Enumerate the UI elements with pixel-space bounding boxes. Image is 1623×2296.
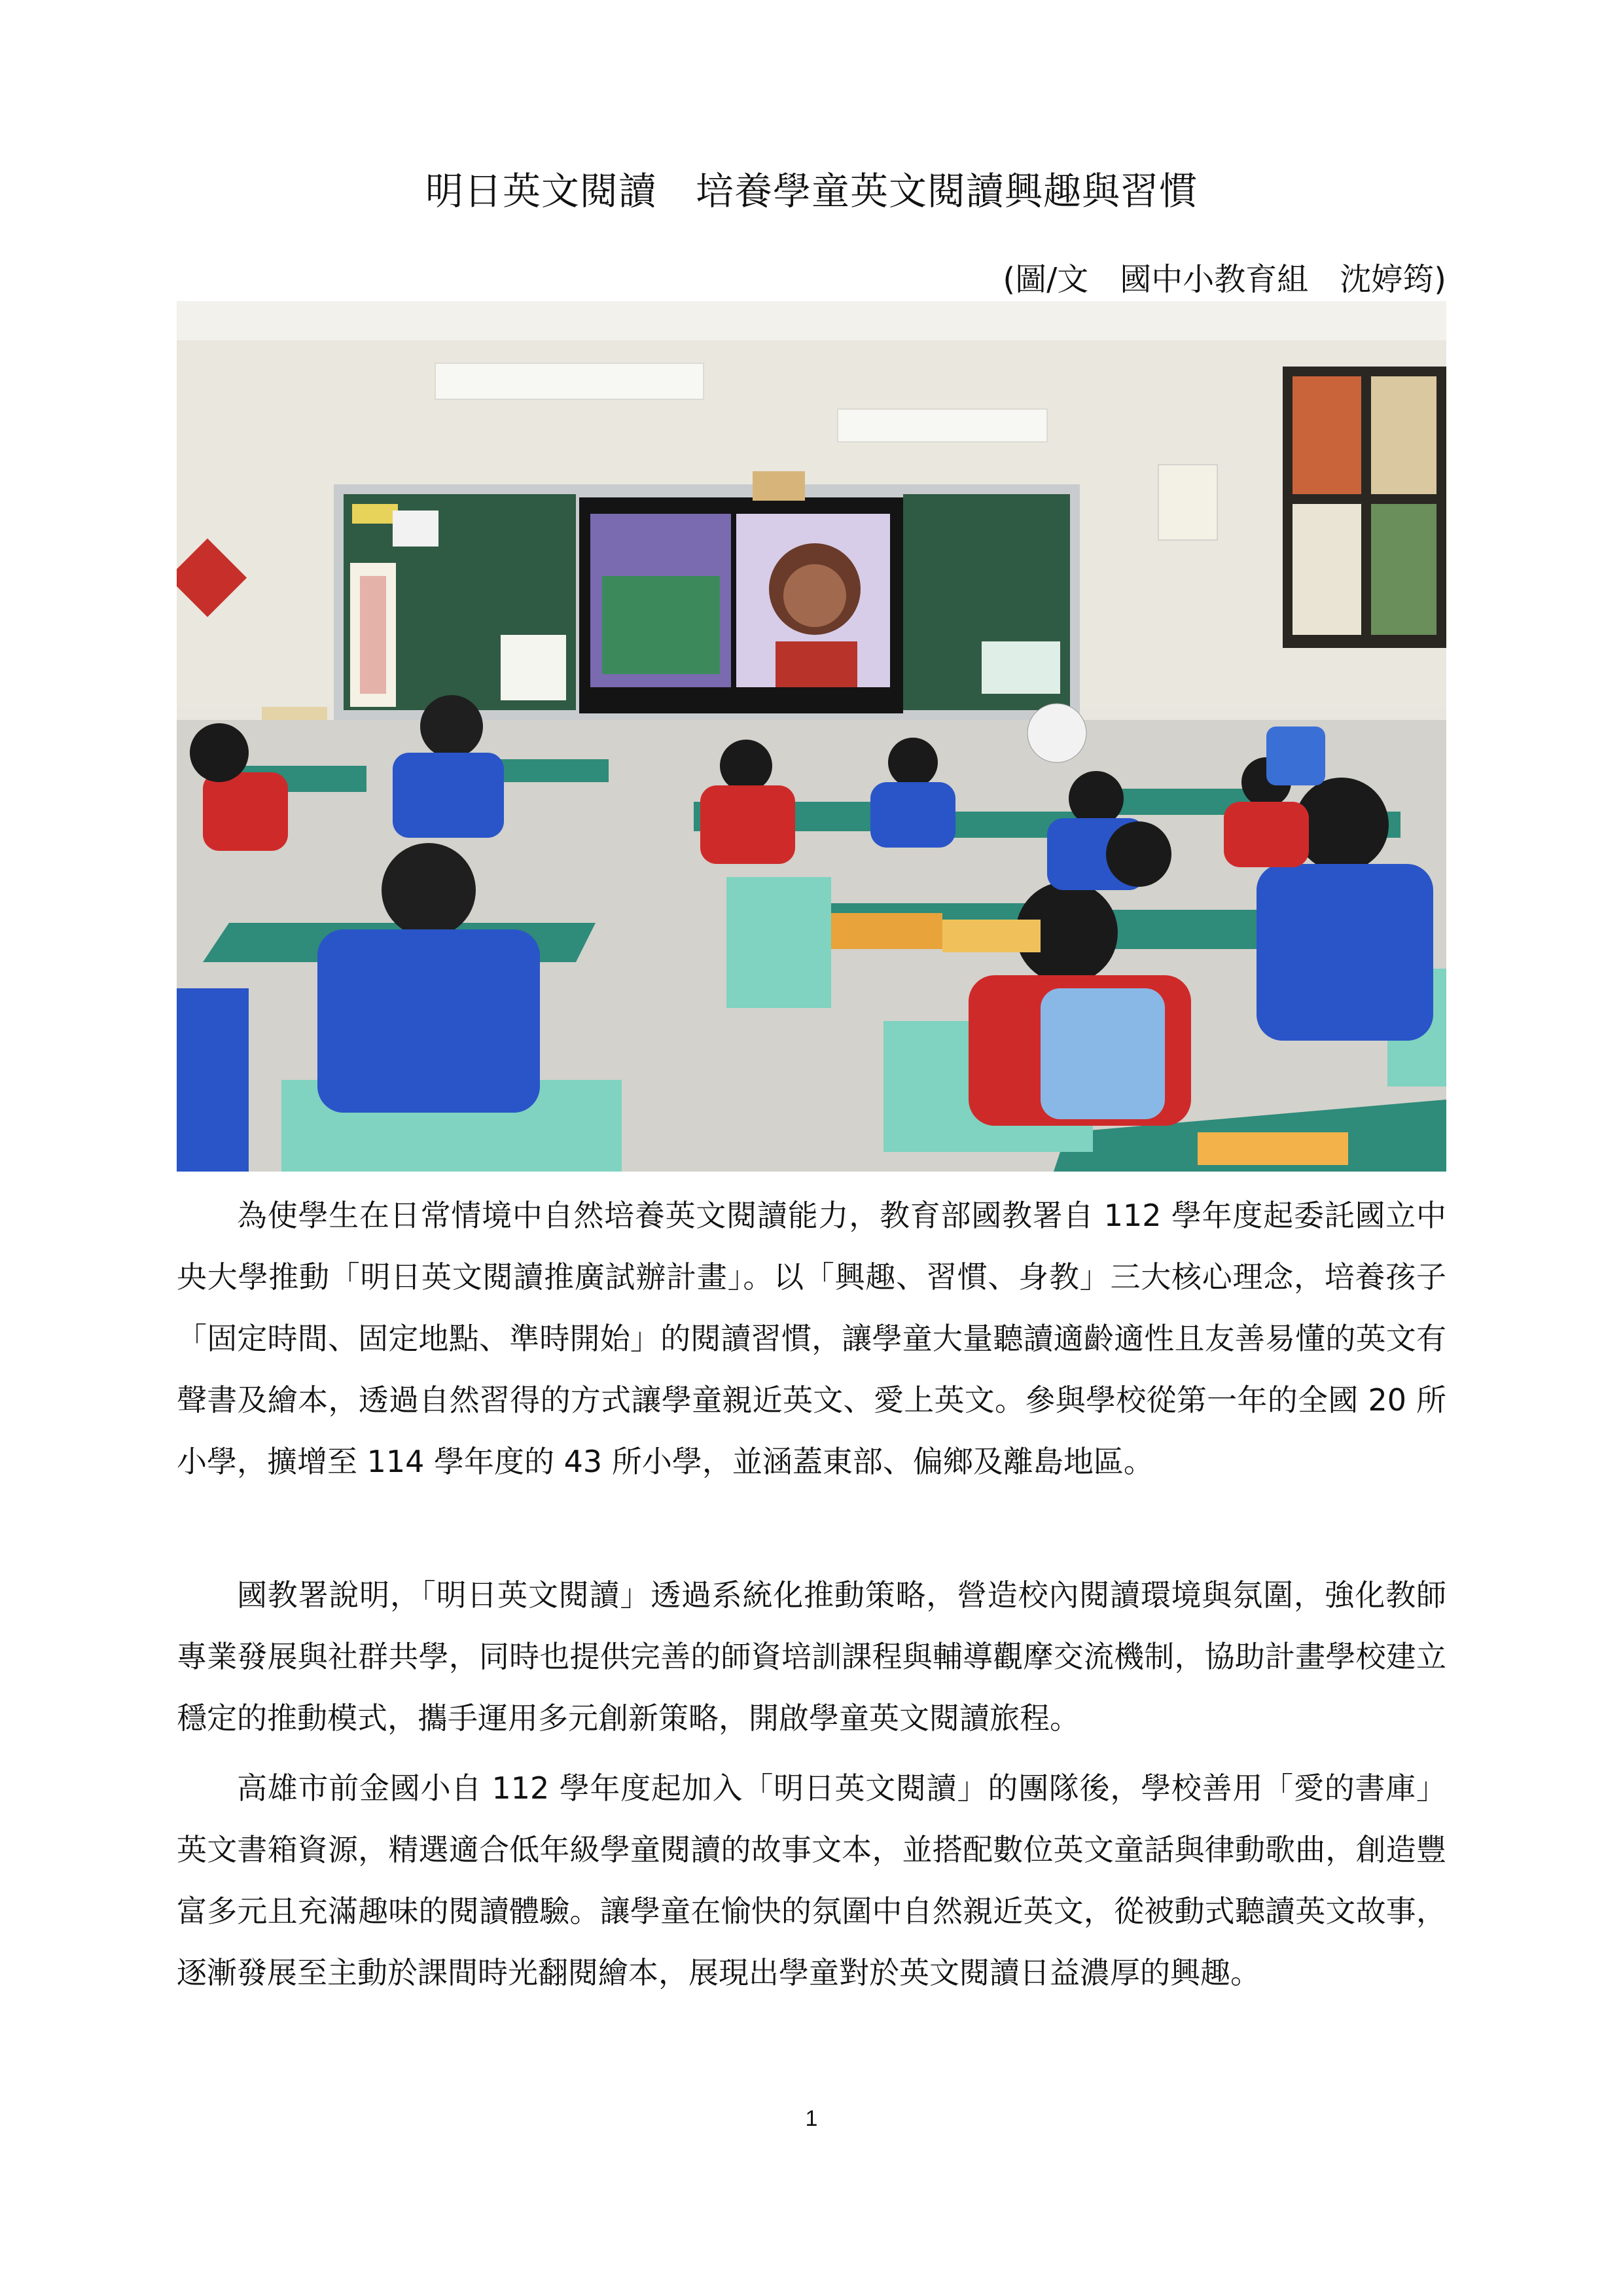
page-title: 明日英文閱讀 培養學童英文閱讀興趣與習慣 bbox=[425, 169, 1198, 213]
classroom-photo bbox=[177, 301, 1446, 1172]
paragraph: 高雄市前金國小自 112 學年度起加入「明日英文閱讀」的團隊後，學校善用「愛的書庫」英文書箱資源，精選適合低年級學童閱讀的故事文本，並搭配數位英文童話與律動歌曲，創造豐富多元且充滿趣味的閱讀體驗。讓學童在愉快的氛圍中自然親近英文，從被動式聽讀英文故事，逐漸發展至主動於課間時光翻閱繪本，展現出學童對於英文閱讀日益濃厚的興趣。 bbox=[177, 1770, 1446, 1990]
byline: (圖/文 國中小教育組 沈婷筠) bbox=[1003, 261, 1446, 298]
paragraph: 國教署說明，「明日英文閱讀」透過系統化推動策略，營造校內閱讀環境與氛圍，強化教師專業發展與社群共學，同時也提供完善的師資培訓課程與輔導觀摩交流機制，協助計畫學校建立穩定的推動模式，攜手運用多元創新策略，開啟學童英文閱讀旅程。 bbox=[177, 1577, 1446, 1736]
page-number: 1 bbox=[805, 2106, 818, 2131]
paragraph: 為使學生在日常情境中自然培養英文閱讀能力，教育部國教署自 112 學年度起委託國立中央大學推動「明日英文閱讀推廣試辦計畫」。以「興趣、習慣、身教」三大核心理念，培養孩子「固定時間、固定地點、準時開始」的閱讀習慣，讓學童大量聽讀適齡適性且友善易懂的英文有聲書及繪本，透過自然習得的方式讓學童親近英文、愛上英文。參與學校從第一年的全國 20 所小學，擴增至 114 學年度的 43 所小學，並涵蓋東部、偏鄉及離島地區。 bbox=[177, 1198, 1446, 1479]
